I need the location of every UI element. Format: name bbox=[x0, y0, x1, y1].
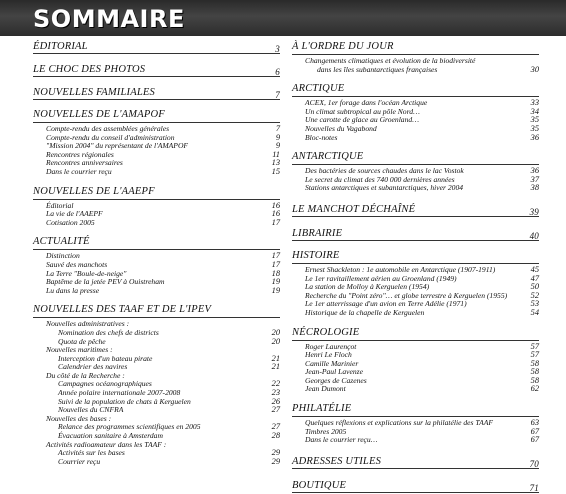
toc-item-label: Le 1er ravitaillement aérien au Groenland (1949) bbox=[305, 273, 457, 283]
toc-item-label: Distinction bbox=[46, 251, 80, 261]
toc-section-heading[interactable]: À L'ORDRE DU JOUR bbox=[292, 41, 539, 55]
toc-item-label: Suivi de la population de chats à Kerguelen bbox=[58, 396, 191, 406]
toc-item[interactable] bbox=[292, 184, 539, 193]
toc-item-label: Sauvé des manchots bbox=[46, 259, 108, 269]
toc-section-single[interactable] bbox=[33, 87, 280, 100]
toc-item[interactable] bbox=[292, 134, 539, 143]
toc-section bbox=[292, 250, 539, 318]
toc-page-number: 70 bbox=[529, 458, 539, 469]
toc-page-number: 6 bbox=[275, 67, 280, 77]
toc-page-number: 45 bbox=[530, 264, 539, 274]
toc-item-label: Évacuation sanitaire à Amsterdam bbox=[58, 431, 163, 441]
toc-section-title: LE CHOC DES PHOTOS bbox=[33, 64, 146, 75]
toc-item-label: Courrier reçu bbox=[58, 456, 101, 466]
toc-section-title: ÉDITORIAL bbox=[33, 41, 88, 52]
toc-item-label: Changements climatiques et évolution de la biodiversité bbox=[305, 56, 476, 65]
toc-item-label: Nouvelles du Vagabond bbox=[305, 123, 377, 133]
toc-item-label: Cotisation 2005 bbox=[46, 217, 95, 227]
toc-item-label: Campagnes océanographiques bbox=[58, 379, 152, 389]
toc-page-number: 36 bbox=[530, 166, 539, 176]
toc-page-number: 21 bbox=[271, 362, 280, 372]
toc-page-number: 27 bbox=[271, 405, 280, 415]
toc-page-number: 52 bbox=[530, 290, 539, 300]
toc-item-label: Bloc-notes bbox=[305, 132, 338, 142]
toc-item-label: Jean Dumont bbox=[305, 384, 346, 394]
toc-item-label: Lu dans la presse bbox=[46, 285, 100, 295]
toc-section-heading[interactable]: NOUVELLES DE L'AMAPOF bbox=[33, 109, 280, 123]
toc-item-label: La Terre "Boule-de-neige" bbox=[46, 268, 127, 278]
toc-section-single[interactable] bbox=[292, 228, 539, 241]
toc-page-number: 57 bbox=[530, 350, 539, 360]
toc-page-number: 23 bbox=[271, 388, 280, 398]
toc-item-label: Interception d'un bateau pirate bbox=[58, 353, 153, 363]
toc-item-label: Baptême de la jetée PEV à Ouistreham bbox=[46, 277, 165, 287]
toc-page-number: 36 bbox=[530, 132, 539, 142]
toc-item-label: Quelques réflexions et explications sur la philatélie des TAAF bbox=[305, 418, 493, 428]
toc-item-label: dans les îles subantarctiques françaises bbox=[317, 64, 438, 74]
toc-item-label: Nouvelles du CNFRA bbox=[58, 405, 124, 415]
toc-item-label: ACEX, 1er forage dans l'océan Arctique bbox=[305, 98, 428, 108]
toc-item-label: La vie de l'AAEPF bbox=[46, 209, 103, 219]
toc-item-label: Nouvelles des bases : bbox=[46, 413, 112, 423]
toc-page-number: 11 bbox=[272, 149, 280, 159]
toc-page-number: 37 bbox=[530, 174, 539, 184]
toc-page-number: 38 bbox=[530, 183, 539, 193]
toc-section bbox=[33, 109, 280, 177]
toc-section bbox=[33, 304, 280, 466]
toc-section-single[interactable] bbox=[292, 204, 539, 217]
toc-page-number: 47 bbox=[530, 273, 539, 283]
toc-page-number: 28 bbox=[271, 431, 280, 441]
toc-item-label: Le 1er atterrissage d'un avion en Terre Adélie (1971) bbox=[305, 299, 467, 309]
toc-page-number: 29 bbox=[271, 456, 280, 466]
toc-page-number: 9 bbox=[275, 132, 280, 142]
toc-item-label: Ernest Shackleton : 1e automobile en Antarctique (1907-1911) bbox=[305, 264, 496, 274]
toc-page-number: 20 bbox=[271, 327, 280, 337]
toc-page-number: 15 bbox=[271, 166, 280, 176]
toc-item-list bbox=[292, 266, 539, 318]
toc-item-label: Jean-Paul Lavenze bbox=[305, 367, 363, 377]
toc-section-heading[interactable]: ARCTIQUE bbox=[292, 83, 539, 97]
toc-section-title: LIBRAIRIE bbox=[292, 227, 343, 239]
toc-page-number: 58 bbox=[530, 367, 539, 377]
toc-section bbox=[292, 41, 539, 74]
toc-page-number: 17 bbox=[271, 217, 280, 227]
toc-item-label: Georges de Cazenes bbox=[305, 375, 367, 385]
toc-page-number: 19 bbox=[271, 277, 280, 287]
toc-item-label: Nouvelles maritimes : bbox=[46, 345, 113, 355]
toc-item-label: Roger Laurençot bbox=[305, 341, 357, 351]
toc-page-number: 33 bbox=[530, 98, 539, 108]
toc-item-label: Nouvelles administratives : bbox=[46, 319, 130, 329]
toc-item-label: Historique de la chapelle de Kerguelen bbox=[305, 307, 425, 317]
toc-page-number: 26 bbox=[271, 396, 280, 406]
toc-item-label: Recherche du "Point zéro"… et globe terrestre à Kerguelen (1955) bbox=[305, 290, 508, 300]
toc-page-number: 17 bbox=[271, 259, 280, 269]
toc-page-number: 29 bbox=[271, 448, 280, 458]
toc-item-label: Éditorial bbox=[46, 200, 74, 210]
toc-page-number: 40 bbox=[529, 230, 539, 241]
toc-item[interactable] bbox=[292, 309, 539, 318]
toc-item[interactable] bbox=[292, 66, 539, 75]
toc-page-number: 58 bbox=[530, 358, 539, 368]
toc-page-number: 39 bbox=[529, 206, 539, 217]
toc-page-number: 62 bbox=[530, 384, 539, 394]
toc-item[interactable] bbox=[33, 458, 280, 467]
toc-item-list bbox=[33, 252, 280, 295]
toc-section-heading[interactable]: HISTOIRE bbox=[292, 250, 539, 264]
toc-item-list bbox=[33, 125, 280, 177]
toc-left-column bbox=[33, 41, 280, 466]
toc-page-number: 22 bbox=[271, 379, 280, 389]
toc-page-number: 18 bbox=[271, 268, 280, 278]
toc-item-list bbox=[33, 202, 280, 228]
toc-item-label: Rencontres anniversaires bbox=[46, 158, 123, 168]
toc-page-number: 21 bbox=[271, 353, 280, 363]
toc-item-label: Compte-rendu des assemblées générales bbox=[46, 124, 170, 133]
toc-section bbox=[292, 327, 539, 395]
toc-page-number: 35 bbox=[530, 115, 539, 125]
toc-section-heading[interactable]: ACTUALITÉ bbox=[33, 236, 280, 250]
toc-section bbox=[292, 403, 539, 445]
toc-right-column bbox=[292, 41, 539, 493]
toc-page-number: 17 bbox=[271, 251, 280, 261]
toc-item-label: Nomination des chefs de districts bbox=[58, 327, 159, 337]
toc-section-heading[interactable]: PHILATÉLIE bbox=[292, 403, 539, 417]
toc-section-single[interactable] bbox=[33, 41, 280, 54]
page-title: SOMMAIRE bbox=[33, 5, 185, 33]
toc-item-label: Stations antarctiques et subantarctiques, hiver 2004 bbox=[305, 183, 464, 193]
toc-section bbox=[33, 186, 280, 228]
toc-item-label: Du côté de la Recherche : bbox=[46, 370, 125, 380]
toc-item-label: Rencontres régionales bbox=[46, 149, 114, 159]
toc-item[interactable] bbox=[292, 436, 539, 445]
toc-item-list bbox=[292, 343, 539, 395]
toc-page-number: 50 bbox=[530, 282, 539, 292]
toc-page-number: 7 bbox=[275, 90, 280, 100]
toc-item-label: Activités radioamateur dans les TAAF : bbox=[46, 439, 167, 449]
toc-item-label: Relance des programmes scientifiques en 2005 bbox=[58, 422, 201, 432]
toc-page-number: 34 bbox=[530, 106, 539, 116]
toc-item-label: Activités sur les bases bbox=[58, 448, 125, 458]
toc-page-number: 63 bbox=[530, 418, 539, 428]
toc-page-number: 67 bbox=[530, 435, 539, 445]
toc-section-heading[interactable]: NOUVELLES DES TAAF ET DE L'IPEV bbox=[33, 304, 280, 318]
toc-item-label: Des bactéries de sources chaudes dans le lac Vostok bbox=[305, 166, 464, 176]
toc-item-list bbox=[292, 99, 539, 142]
toc-page-number: 58 bbox=[530, 375, 539, 385]
toc-item-list bbox=[292, 167, 539, 193]
header-banner bbox=[0, 0, 566, 36]
toc-page-number: 16 bbox=[271, 209, 280, 219]
toc-section-single[interactable] bbox=[292, 456, 539, 469]
toc-item-label: Année polaire internationale 2007-2008 bbox=[58, 388, 181, 398]
toc-page-number: 53 bbox=[530, 299, 539, 309]
toc-item-list bbox=[292, 57, 539, 74]
toc-page-number: 71 bbox=[529, 482, 539, 493]
toc-page-number: 35 bbox=[530, 123, 539, 133]
toc-page-number: 9 bbox=[275, 141, 280, 151]
toc-item-label: Timbres 2005 bbox=[305, 426, 347, 436]
toc-section-title: LE MANCHOT DÉCHAÎNÉ bbox=[292, 203, 416, 215]
toc-item-label: Henri Le Floch bbox=[305, 350, 352, 360]
toc-page-number: 27 bbox=[271, 422, 280, 432]
toc-page-number: 54 bbox=[530, 307, 539, 317]
toc-section-heading[interactable]: NOUVELLES DE L'AAEPF bbox=[33, 186, 280, 200]
toc-item-label: Quota de pêche bbox=[58, 336, 106, 346]
toc-page-number: 7 bbox=[275, 124, 280, 133]
toc-page-number: 19 bbox=[271, 285, 280, 295]
toc-item[interactable] bbox=[292, 385, 539, 394]
toc-item[interactable] bbox=[33, 219, 280, 228]
toc-item-label: Dans le courrier reçu bbox=[46, 166, 112, 176]
toc-item-list bbox=[33, 320, 280, 466]
toc-section bbox=[33, 236, 280, 295]
toc-section-title: BOUTIQUE bbox=[292, 479, 347, 491]
toc-page-number: 20 bbox=[271, 336, 280, 346]
toc-item-list bbox=[292, 419, 539, 445]
toc-item-label: Calendrier des navires bbox=[58, 362, 128, 372]
toc-item-label: Dans le courrier reçu… bbox=[305, 435, 378, 445]
toc-section bbox=[292, 151, 539, 193]
toc-page-number: 57 bbox=[530, 341, 539, 351]
toc-section-heading[interactable]: ANTARCTIQUE bbox=[292, 151, 539, 165]
toc-page-number: 13 bbox=[271, 158, 280, 168]
toc-page-number: 67 bbox=[530, 426, 539, 436]
toc-section-title: ADRESSES UTILES bbox=[292, 455, 382, 467]
toc-item-label: "Mission 2004" du représentant de l'AMAPOF bbox=[46, 141, 189, 151]
toc-item-label: Compte-rendu du conseil d'administration bbox=[46, 132, 175, 142]
toc-item-label: La station de Molloy à Kerguelen (1954) bbox=[305, 282, 430, 292]
toc-section-title: NOUVELLES FAMILIALES bbox=[33, 87, 155, 98]
toc-section bbox=[292, 83, 539, 142]
toc-section-single[interactable] bbox=[292, 480, 539, 493]
toc-page-number: 16 bbox=[271, 200, 280, 210]
toc-item[interactable] bbox=[33, 168, 280, 177]
toc-item-label: Camille Marinier bbox=[305, 358, 359, 368]
toc-page-number: 30 bbox=[530, 64, 539, 74]
toc-section-heading[interactable]: NÉCROLOGIE bbox=[292, 327, 539, 341]
toc-section-single[interactable] bbox=[33, 64, 280, 77]
toc-item[interactable] bbox=[33, 287, 280, 296]
toc-item-label: Le secret du climat des 740 000 dernières années bbox=[305, 174, 455, 184]
toc-page-number: 3 bbox=[275, 44, 280, 54]
toc-item-label: Une carotte de glace au Groenland… bbox=[305, 115, 419, 125]
toc-item-label: Un climat subtropical au pôle Nord… bbox=[305, 106, 420, 116]
